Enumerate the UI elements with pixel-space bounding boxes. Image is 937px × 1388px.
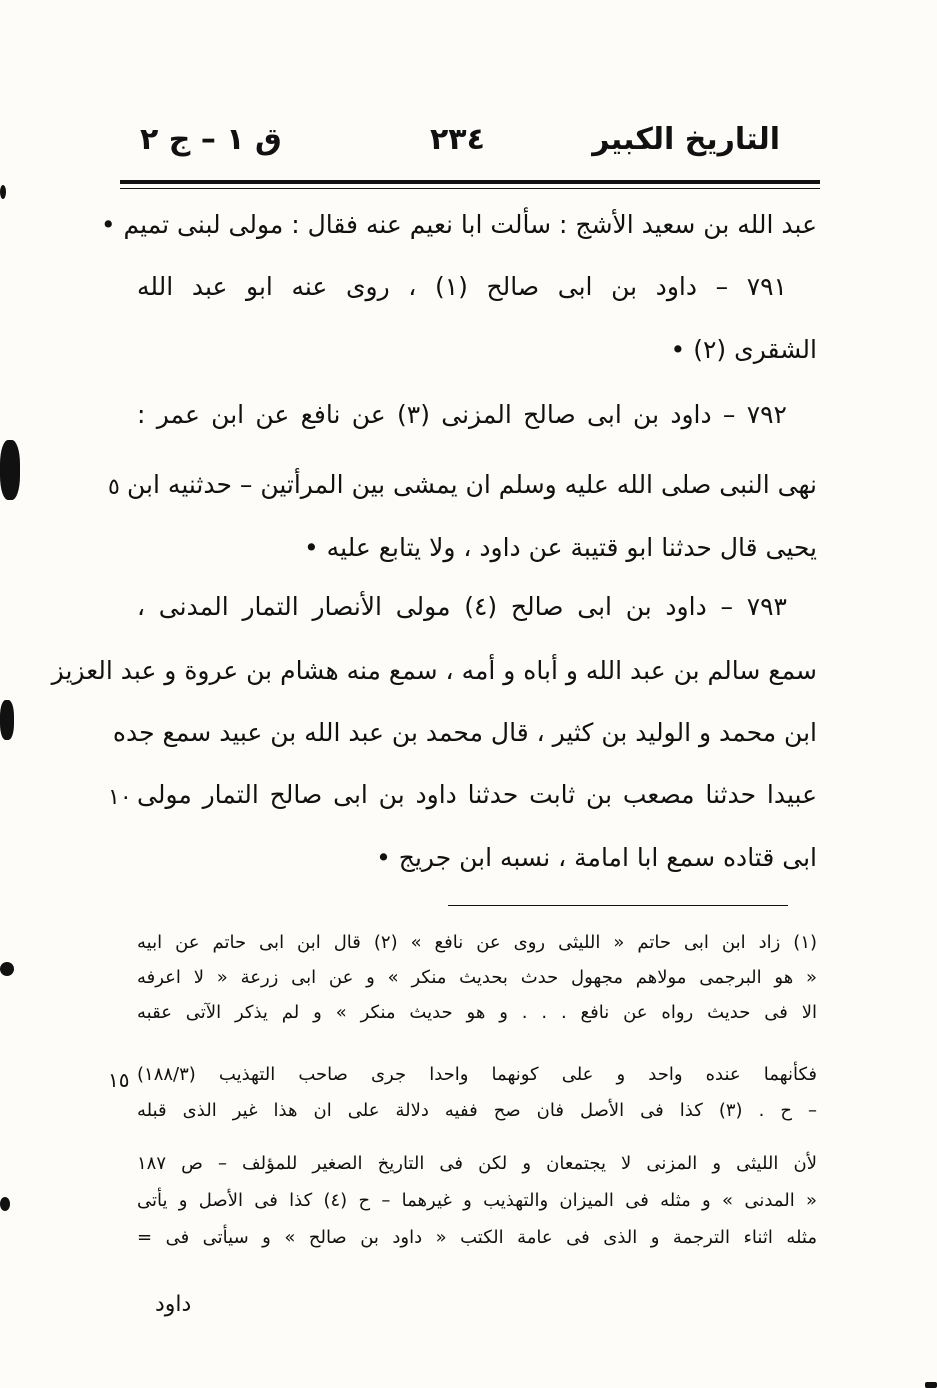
body-line: ابى قتاده سمع ابا امامة ، نسبه ابن جريج • <box>376 843 817 872</box>
scan-speck <box>0 962 14 976</box>
footnote-line: مثله اثناء الترجمة و الذى فى عامة الكتب « داود بن صالح » و سيأتى فى = <box>137 1227 817 1248</box>
page-number: ٢٣٤ <box>430 122 485 157</box>
body-line: عبد الله بن سعيد الأشج : سألت ابا نعيم عنه فقال : مولى لبنى تميم • <box>100 210 817 239</box>
header-rule-thick <box>120 180 820 184</box>
body-line: سمع سالم بن عبد الله و أباه و أمه ، سمع منه هشام بن عروة و عبد العزيز <box>51 656 817 685</box>
running-header <box>140 122 780 172</box>
body-line: ابن محمد و الوليد بن كثير ، قال محمد بن عبد الله بن عبيد سمع جده <box>112 718 817 747</box>
scan-speck <box>0 440 20 500</box>
footnote-line: لأن الليثى و المزنى لا يجتمعان و لكن فى التاريخ الصغير للمؤلف – ص ١٨٧ <box>137 1153 817 1174</box>
line-number-5: ٥ <box>108 475 120 500</box>
catchword: داود <box>155 1292 192 1317</box>
header-rule-thin <box>120 188 820 189</box>
body-line: الشقرى (٢) • <box>670 335 817 364</box>
body-line: نهى النبى صلى الله عليه وسلم ان يمشى بين المرأتين – حدثنيه ابن <box>127 470 817 499</box>
body-line: عبيدا حدثنا مصعب بن ثابت حدثنا داود بن ابى صالح التمار مولى <box>137 780 817 809</box>
part-volume: ق ١ – ج ٢ <box>140 122 282 157</box>
footnote-line: فكأنهما عنده واحد و على كونهما واحدا جرى صاحب التهذيب (١٨٨/٣) <box>137 1064 817 1085</box>
scan-speck <box>0 1197 10 1211</box>
body-line: يحيى قال حدثنا ابو قتيبة عن داود ، ولا يتابع عليه • <box>303 533 817 562</box>
scan-speck <box>0 700 14 740</box>
footnote-line: الا فى حديث رواه عن نافع . . . و هو حديث منكر » و لم يذكر الآتى عقبه <box>137 1002 817 1023</box>
footnote-rule <box>448 905 788 906</box>
book-title: التاريخ الكبير <box>592 122 780 157</box>
scan-speck <box>0 185 6 199</box>
footnote-line: (١) زاد ابن ابى حاتم « الليثى روى عن نافع » (٢) قال ابن ابى حاتم عن ابيه <box>137 932 818 953</box>
footnote-line: « المدنى » و مثله فى الميزان والتهذيب و غيرهما – ح (٤) كذا فى الأصل و يأتى <box>137 1190 817 1211</box>
line-number-15: ١٥ <box>108 1068 130 1092</box>
footnote-line: « هو البرجمى مولاهم مجهول حدث بحديث منكر » و عن ابى زرعة « لا اعرفه <box>137 967 817 988</box>
line-number-10: ١٠ <box>108 785 132 810</box>
footnote-line: – ح . (٣) كذا فى الأصل فان صح ففيه دلالة على ان هذا غير الذى قبله <box>137 1100 817 1121</box>
scan-speck <box>925 1382 937 1388</box>
entry-791: ٧٩١ – داود بن ابى صالح (١) ، روى عنه ابو عبد الله <box>137 272 787 301</box>
entry-792: ٧٩٢ – داود بن ابى صالح المزنى (٣) عن نافع عن ابن عمر : <box>137 400 787 429</box>
entry-793: ٧٩٣ – داود بن ابى صالح (٤) مولى الأنصار التمار المدنى ، <box>137 592 787 621</box>
